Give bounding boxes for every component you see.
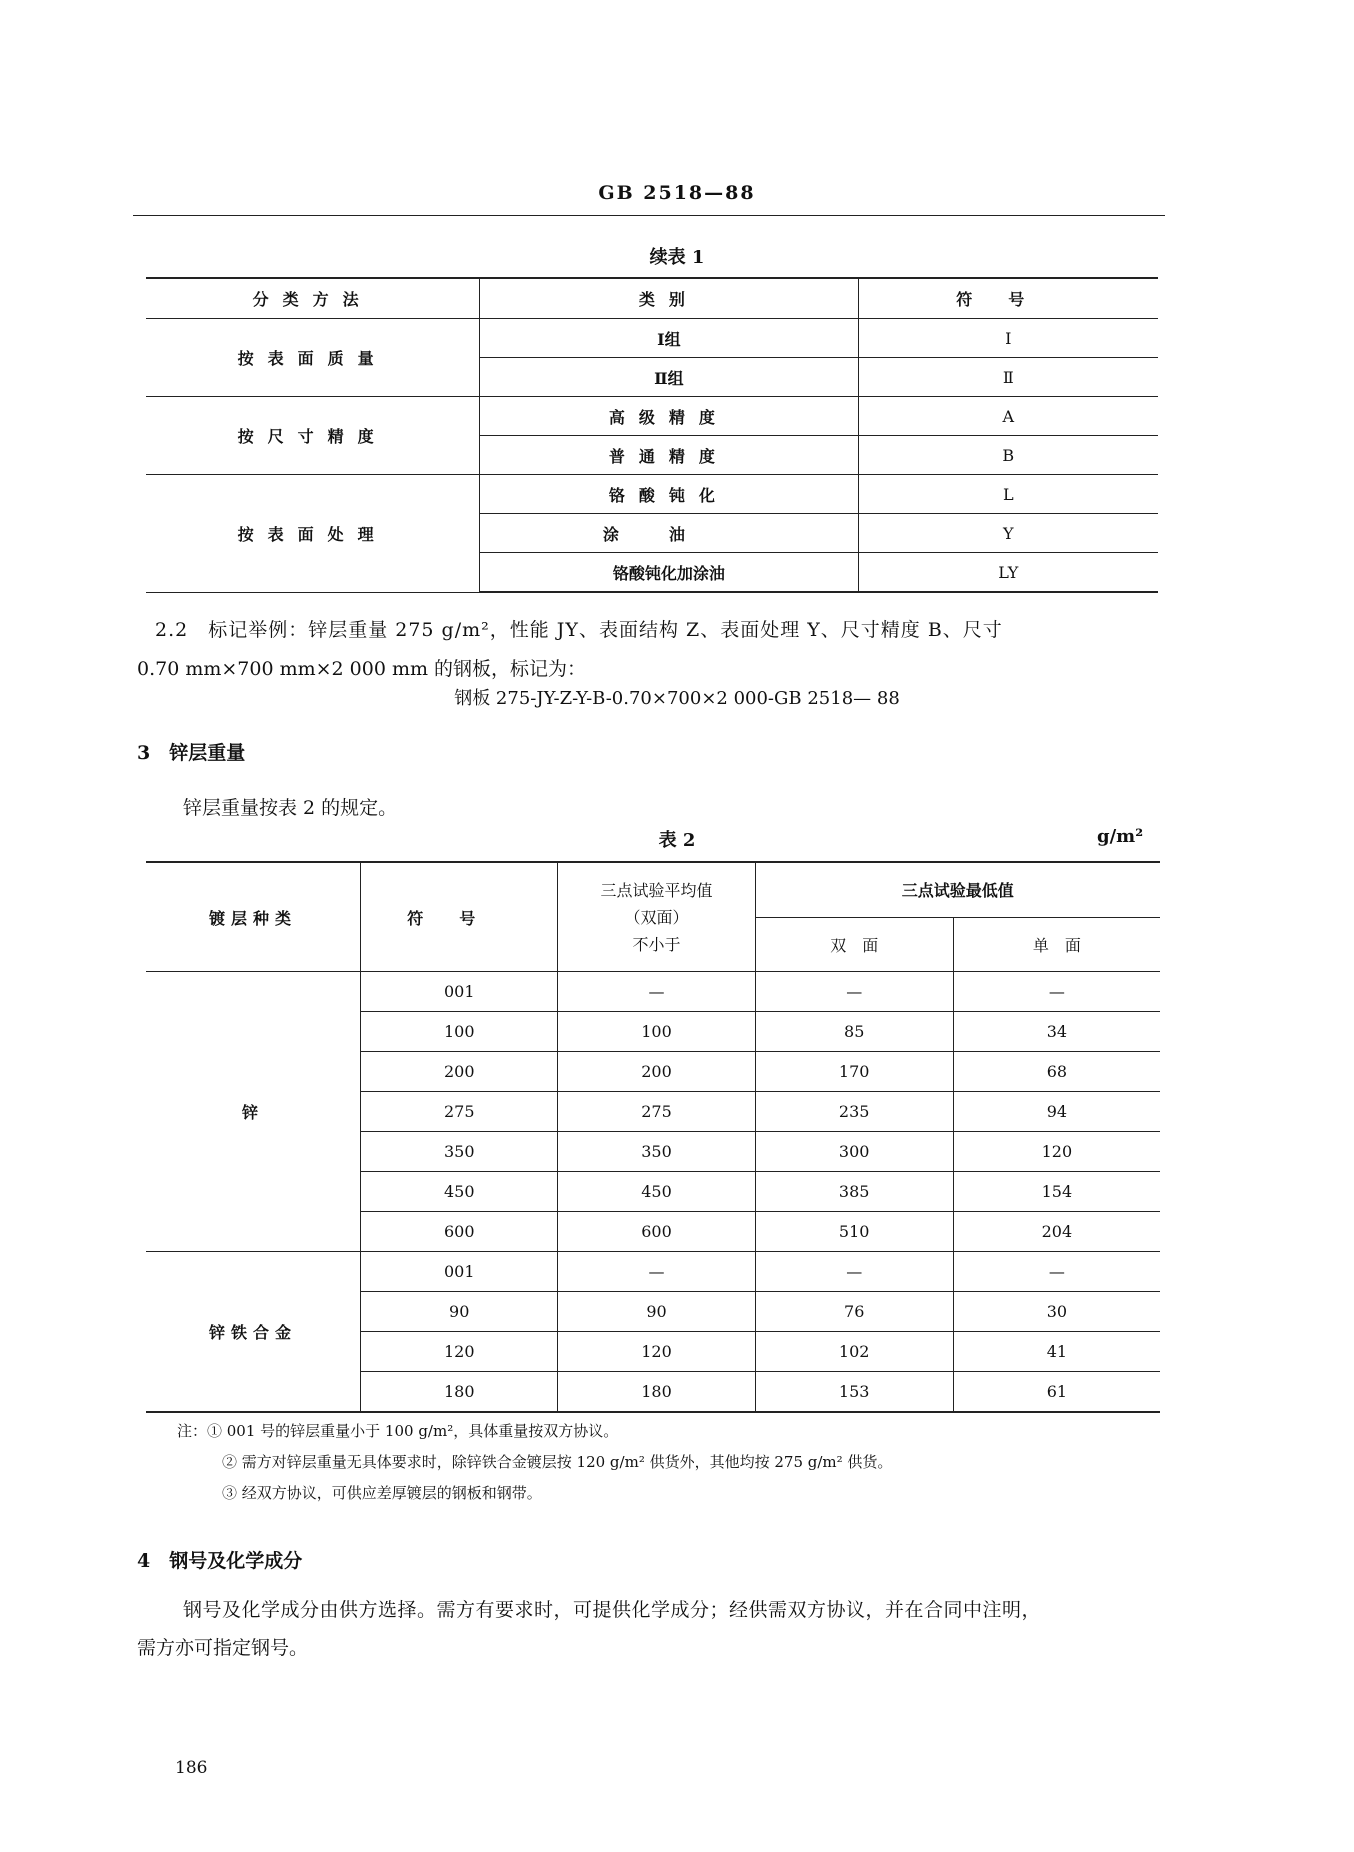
- table2-average-label: 三点试验平均值: [600, 880, 713, 900]
- table2-single-cell: 68: [953, 1052, 1160, 1092]
- table2-average-cell: 275: [558, 1092, 755, 1132]
- table2-col-minimum: 三点试验最低值: [755, 862, 1160, 917]
- section3-title: 3 锌层重量: [137, 742, 246, 764]
- table2-symbol-cell: 001: [361, 972, 558, 1012]
- table2-note-1: 注：① 001 号的锌层重量小于 100 g/m²，具体重量按双方协议。: [177, 1422, 619, 1440]
- table1-category-cell: Ⅱ组: [480, 358, 858, 397]
- table2-col-symbol: 符号: [361, 862, 558, 972]
- table2-col-single: 单 面: [953, 917, 1160, 972]
- table2-double-cell: 170: [755, 1052, 953, 1092]
- clause-2-2-line2: 0.70 mm×700 mm×2 000 mm 的钢板，标记为：: [137, 658, 587, 680]
- table1-method-cell: 按表面质量: [146, 319, 480, 397]
- table2-col-double: 双 面: [755, 917, 953, 972]
- table2-average-cell: 350: [558, 1132, 755, 1172]
- table2-single-cell: —: [953, 1252, 1160, 1292]
- table2-col-coating-type: 镀层种类: [146, 862, 361, 972]
- table2-note-2: ② 需方对锌层重量无具体要求时，除锌铁合金镀层按 120 g/m² 供货外，其他均按 275 g/m² 供货。: [222, 1453, 893, 1471]
- table2-symbol-cell: 120: [361, 1332, 558, 1372]
- table2-coating-cell: 锌: [146, 972, 361, 1252]
- table2-symbol-cell: 90: [361, 1292, 558, 1332]
- table-row: [146, 319, 1158, 358]
- table2-double-cell: —: [755, 972, 953, 1012]
- table1-category-cell: 高级精度: [480, 397, 858, 436]
- table2-double-cell: 300: [755, 1132, 953, 1172]
- table1-method-cell: 按尺寸精度: [146, 397, 480, 475]
- table2-average-cell: 100: [558, 1012, 755, 1052]
- table1-caption: 续表 1: [649, 247, 705, 268]
- table2-symbol-cell: 180: [361, 1372, 558, 1413]
- table2-average-cell: 120: [558, 1332, 755, 1372]
- table1-category-cell: 普通精度: [480, 436, 858, 475]
- table2-single-cell: —: [953, 972, 1160, 1012]
- table2-average-cell: —: [558, 972, 755, 1012]
- table2-unit: g/m²: [1097, 826, 1144, 847]
- section4-line2: 需方亦可指定钢号。: [137, 1637, 309, 1659]
- document-header-code: GB 2518—88: [598, 182, 756, 204]
- section3-intro: 锌层重量按表 2 的规定。: [183, 797, 398, 819]
- clause-2-2-line1: 2.2 标记举例：锌层重量 275 g/m²，性能 JY、表面结构 Z、表面处理 Y、尺寸精度 B、尺寸: [155, 619, 1003, 641]
- table2-symbol-cell: 600: [361, 1212, 558, 1252]
- table-row: [146, 972, 1160, 1012]
- table2-double-cell: —: [755, 1252, 953, 1292]
- table2-symbol-cell: 100: [361, 1012, 558, 1052]
- table2-col-average: [558, 862, 755, 972]
- table2-double-cell: 153: [755, 1372, 953, 1413]
- table1-method-cell: 按表面处理: [146, 475, 480, 593]
- table1: [146, 277, 1158, 593]
- table2-symbol-cell: 001: [361, 1252, 558, 1292]
- header-rule: [133, 215, 1165, 216]
- table1-col-method: 分类方法: [146, 278, 480, 319]
- table2-single-cell: 94: [953, 1092, 1160, 1132]
- table2-average-cell: 180: [558, 1372, 755, 1413]
- table2-single-cell: 41: [953, 1332, 1160, 1372]
- table1-col-category: 类别: [480, 278, 858, 319]
- table2-coating-cell: 锌铁合金: [146, 1252, 361, 1413]
- table1-symbol-cell: Ⅱ: [858, 358, 1158, 397]
- table2-single-cell: 154: [953, 1172, 1160, 1212]
- table2-symbol-cell: 450: [361, 1172, 558, 1212]
- table2-symbol-cell: 275: [361, 1092, 558, 1132]
- table2-double-cell: 76: [755, 1292, 953, 1332]
- table2-double-cell: 385: [755, 1172, 953, 1212]
- table1-category-cell: 铬酸钝化加涂油: [480, 553, 858, 593]
- table-row: [146, 475, 1158, 514]
- table1-col-symbol: 符号: [858, 278, 1158, 319]
- table1-symbol-cell: L: [858, 475, 1158, 514]
- table2-single-cell: 120: [953, 1132, 1160, 1172]
- marking-example: 钢板 275-JY-Z-Y-B-0.70×700×2 000-GB 2518— 88: [454, 688, 900, 709]
- section4-line1: 钢号及化学成分由供方选择。需方有要求时，可提供化学成分；经供需双方协议，并在合同中注明，: [183, 1599, 1042, 1621]
- table-row: [146, 397, 1158, 436]
- page-number: 186: [175, 1758, 208, 1778]
- table2-single-cell: 34: [953, 1012, 1160, 1052]
- table2-average-cell: 90: [558, 1292, 755, 1332]
- table1-symbol-cell: Ⅰ: [858, 319, 1158, 358]
- table-row: [146, 1252, 1160, 1292]
- table1-symbol-cell: LY: [858, 553, 1158, 593]
- section4-title: 4 钢号及化学成分: [137, 1550, 303, 1572]
- table2-single-cell: 204: [953, 1212, 1160, 1252]
- table2-double-cell: 85: [755, 1012, 953, 1052]
- table1-category-cell: Ⅰ组: [480, 319, 858, 358]
- table2-average-cell: —: [558, 1252, 755, 1292]
- table2-caption: 表 2: [658, 830, 696, 851]
- table2-single-cell: 30: [953, 1292, 1160, 1332]
- table1-symbol-cell: A: [858, 397, 1158, 436]
- table2-symbol-cell: 200: [361, 1052, 558, 1092]
- table2-note-3: ③ 经双方协议，可供应差厚镀层的钢板和钢带。: [222, 1484, 542, 1502]
- table1-symbol-cell: B: [858, 436, 1158, 475]
- table2-average-cell: 200: [558, 1052, 755, 1092]
- table2-average-min-label: 不小于: [632, 934, 681, 954]
- table2-double-cell: 102: [755, 1332, 953, 1372]
- table2-double-cell: 235: [755, 1092, 953, 1132]
- table2-header-row: [146, 862, 1160, 917]
- table2-symbol-cell: 350: [361, 1132, 558, 1172]
- table2-double-cell: 510: [755, 1212, 953, 1252]
- table2-average-double-label: （双面）: [624, 907, 689, 927]
- table2-average-cell: 450: [558, 1172, 755, 1212]
- table1-category-cell: 涂油: [480, 514, 858, 553]
- table2-single-cell: 61: [953, 1372, 1160, 1413]
- table1-symbol-cell: Y: [858, 514, 1158, 553]
- table2-average-cell: 600: [558, 1212, 755, 1252]
- table1-category-cell: 铬酸钝化: [480, 475, 858, 514]
- table2: [146, 861, 1160, 1413]
- table1-header-row: [146, 278, 1158, 319]
